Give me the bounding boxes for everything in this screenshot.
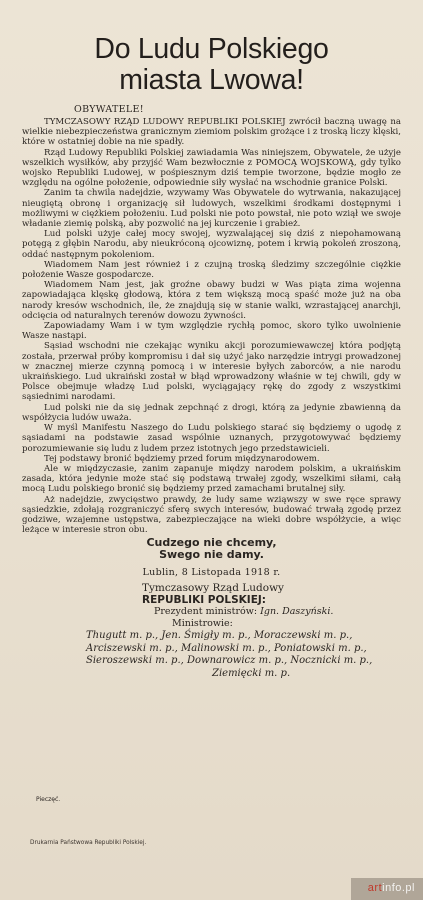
salutation: OBYWATELE! <box>74 104 144 115</box>
title-line-1: Do Ludu Polskiego <box>94 33 329 65</box>
paragraph: Wiadomem Nam jest również i z czujną troską śledzimy szczególnie ciężkie położenie Wasze gospodarcze. <box>22 259 401 281</box>
stamp-label: Pieczęć. <box>36 796 61 803</box>
paragraph: W myśl Manifestu Naszego do Ludu polskiego starać się będziemy o ugodę z sąsiadami na podstawie zasad wspólnie uznanych, przygotowywać będziemy porozumiewanie się ludu z ludem przez istotnych jego przedstawicieli. <box>22 423 401 454</box>
place-date: Lublin, 8 Listopada 1918 r. <box>142 567 281 579</box>
ministers-label: Ministrowie: <box>172 618 233 630</box>
paragraph: Zapowiadamy Wam i w tym względzie rychłą pomoc, skoro tylko uwolnienie Wasze nastąpi. <box>22 321 401 342</box>
government-line-1: Tymczasowy Rząd Ludowy <box>142 582 284 595</box>
government-line-2: REPUBLIKI POLSKIEJ: <box>142 594 266 607</box>
slogan-line-1: Cudzego nie chcemy, <box>146 536 277 550</box>
paragraph: Lud polski nie da się jednak zepchnąć z drogi, którą za jedynie zbawienną da współżycia ludów uważa. <box>22 402 401 423</box>
slogan <box>22 537 401 561</box>
proclamation-body <box>22 117 401 535</box>
watermark-part-a: art <box>367 882 383 894</box>
president-name: Ign. Daszyński. <box>260 606 334 618</box>
watermark-part-b: info.pl <box>382 882 415 894</box>
paragraph: Ale w międzyczasie, zanim zapanuje między narodem polskim, a ukraińskim zasada, która jedynie może stać się podstawą trwałej zgody, wszelkimi siłami, całą mocą Ludu polskiego bronić się będziemy przed zamachami brutalnej siły. <box>22 463 401 495</box>
paragraph: TYMCZASOWY RZĄD LUDOWY REPUBLIKI POLSKIEJ zwrócił baczną uwagę na wielkie niebezpieczeństwa granicznym ziemiom polskim grożące i z troską liczy klęski, które w ostatniej dobie na nie spadły. <box>22 117 401 148</box>
printer-imprint: Drukarnia Państwowa Republiki Polskiej. <box>30 840 147 846</box>
poster-title <box>22 34 401 96</box>
minister-line: Thugutt m. p., Jen. Śmigły m. p., Moraczewski m. p., <box>86 630 353 642</box>
paragraph: Sąsiad wschodni nie czekając wyniku akcji porozumiewawczej która podjętą została, przerwał próby kompromisu i dał się użyć jako narzędzie intrygi prowadzonej w znacznej mierze czynną pomocą i w interesie byłych zaborców, a nie narodu ukraińskiego. Lud ukraiński został w błąd wprowadzony właśnie w tej chwili, gdy w Polsce obejmuje władzę Lud polski, wyciągający rękę do zgody z wszystkimi sąsiednimi narodami. <box>22 341 401 403</box>
watermark-logo <box>368 882 415 894</box>
government-signature <box>142 582 401 606</box>
minister-line: Ziemięcki m. p. <box>212 667 291 679</box>
slogan-line-2: Swego nie damy. <box>159 548 264 562</box>
paragraph: Zanim ta chwila nadejdzie, wzywamy Was Obywatele do wytrwania, nakazującej nieugiętą obronę i organizację sił ludowych, wszelkimi środkami dostępnymi i możliwymi w ciężkiem położeniu. Lud polski nie poto powstał, nie poto wziął we swoje władanie ziemię polską, aby pozwolić na jej kurczenie i grabież. <box>22 188 401 230</box>
president-signature <box>154 606 401 618</box>
president-label: Prezydent ministrów: <box>154 606 258 618</box>
paragraph: Rząd Ludowy Republiki Polskiej zawiadamia Was niniejszem, Obywatele, że użyje wszelkich wysiłków, aby przyjść Wam bezwłocznie z POMOCĄ WOJSKOWĄ, gdy tylko wojsko Republiki Ludowej, w pośpiesznym dziś tempie tworzone, będzie mogło ze względu na ogólne położenie, odpowiednie siły wysłać na wschodnie granice Polski. <box>22 147 401 189</box>
paragraph: Aż nadejdzie, zwycięstwo prawdy, że ludy same wziąwszy w swe ręce sprawy sąsiedzkie, zdołają rozgraniczyć sferę swych interesów, budować trwałą zgodę przez godziwe, wzajemne ustępstwa, zabezpieczające na wieki dobre współżycie, a więc leżące w interesie stron obu. <box>22 494 401 536</box>
paragraph: Tej podstawy bronić będziemy przed forum międzynarodowem. <box>44 453 320 464</box>
paragraph: Wiadomem Nam jest, jak groźne obawy budzi w Was piąta zima wojenna zapowiadająca klęskę głodową, która z tem większą mocą spaść może już na oba narody kresów wschodnich, ile, że znajdują się w stanie walki, wzrastającej anarchji, odcięcia od naturalnych terenów dowozu żywności. <box>22 280 401 321</box>
title-line-2: miasta Lwowa! <box>119 64 304 96</box>
minister-line: Sieroszewski m. p., Downarowicz m. p., Nocznicki m. p., <box>86 655 373 667</box>
minister-line: Arciszewski m. p., Malinowski m. p., Poniatowski m. p., <box>86 642 367 654</box>
paragraph: Lud polski użyje całej mocy swojej, wyzwalającej się dziś z niepohamowaną potęgą z głębin Narodu, aby nieukróconą ojcowiznę, potem i krwią pokoleń zroszoną, oddać następnym pokoleniom. <box>22 229 401 260</box>
